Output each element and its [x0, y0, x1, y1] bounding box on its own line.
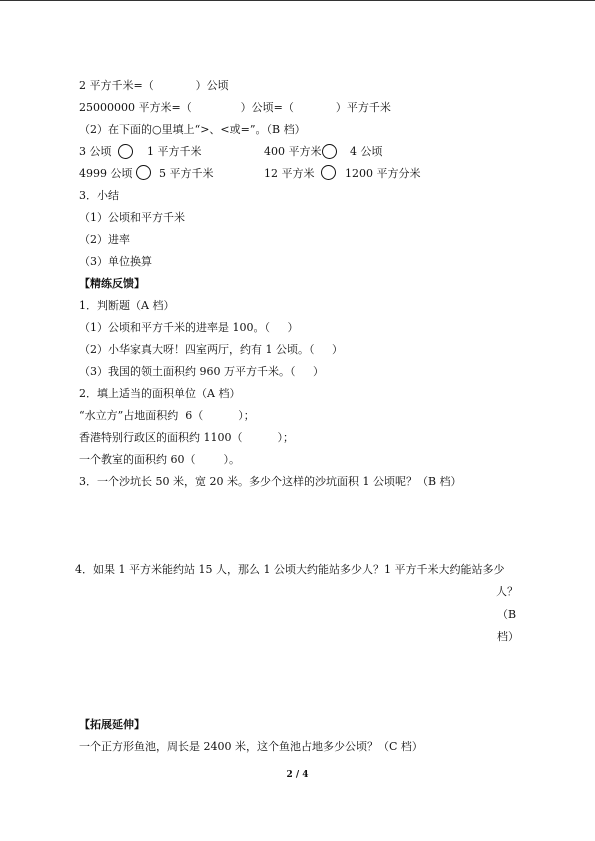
header-rule — [0, 0, 595, 1]
question-heading: 1．判断题（A 档） — [79, 299, 175, 312]
conversion-line-2: 25000000 平方米=（ ）公顷=（ ）平方千米 — [79, 101, 391, 114]
compare-circle-3[interactable] — [136, 165, 151, 180]
compare-circle-2[interactable] — [322, 144, 337, 159]
true-false-item: （3）我国的领土面积约 960 万平方千米。（ ） — [79, 365, 324, 378]
summary-item: （1）公顷和平方千米 — [79, 211, 185, 224]
compare-item-left: 12 平方米 — [264, 167, 315, 180]
true-false-item: （2）小华家真大呀！四室两厅，约有 1 公顷。（ ） — [79, 343, 343, 356]
compare-item-right: 4 公顷 — [350, 145, 383, 158]
question-heading: 2．填上适当的面积单位（A 档） — [79, 387, 241, 400]
compare-instruction: （2）在下面的○里填上“>、<或=”。（B 档） — [79, 123, 306, 136]
compare-item-left: 3 公顷 — [79, 145, 112, 158]
compare-circle-1[interactable] — [118, 144, 133, 159]
summary-heading: 3．小结 — [79, 189, 119, 202]
extension-question: 一个正方形鱼池，周长是 2400 米，这个鱼池占地多少公顷？（C 档） — [79, 740, 423, 753]
section-heading-extension: 【拓展延伸】 — [79, 718, 145, 731]
question-4-continuation: 人？ — [496, 585, 518, 598]
compare-item-right: 1200 平方分米 — [345, 167, 421, 180]
true-false-item: （1）公顷和平方千米的进率是 100。（ ） — [79, 321, 299, 334]
conversion-line-1: 2 平方千米=（ ）公顷 — [79, 79, 229, 92]
page-number: 2 / 4 — [286, 770, 309, 780]
compare-item-left: 4999 公顷 — [79, 167, 133, 180]
section-heading-practice: 【精练反馈】 — [79, 277, 145, 290]
question-4-level: （B — [497, 608, 517, 621]
summary-item: （2）进率 — [79, 233, 130, 246]
compare-item-right: 5 平方千米 — [159, 167, 214, 180]
summary-item: （3）单位换算 — [79, 255, 152, 268]
question-4-level: 档） — [497, 630, 519, 643]
compare-circle-4[interactable] — [321, 165, 336, 180]
fill-blank-item: 一个教室的面积约 60（ ）。 — [79, 453, 240, 466]
fill-blank-item: 香港特别行政区的面积约 1100（ ）； — [79, 431, 294, 444]
compare-item-left: 400 平方米 — [264, 145, 322, 158]
question-3: 3．一个沙坑长 50 米，宽 20 米。多少个这样的沙坑面积 1 公顷呢？（B 档） — [79, 475, 462, 488]
fill-blank-item: “水立方”占地面积约 6（ ）； — [79, 409, 255, 422]
compare-item-right: 1 平方千米 — [147, 145, 202, 158]
question-4: 4．如果 1 平方米能约站 15 人，那么 1 公顷大约能站多少人？1 平方千米大约能站多少 — [75, 563, 505, 576]
